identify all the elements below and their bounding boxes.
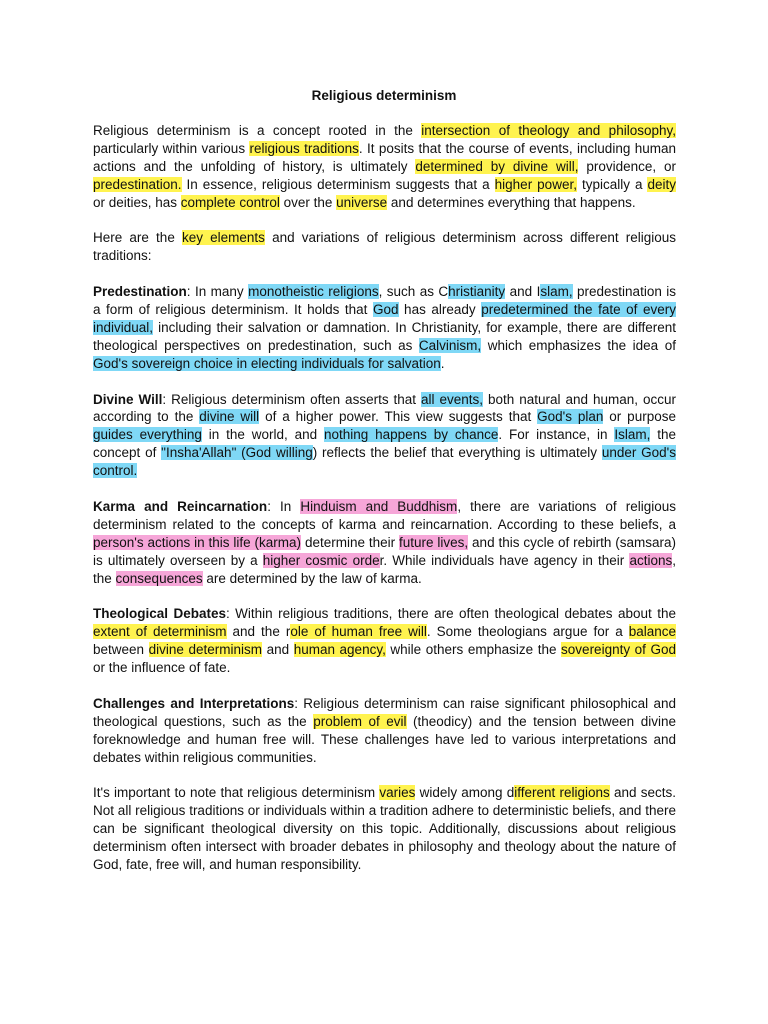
text-run: and determines everything that happens.: [387, 194, 636, 210]
highlight-yellow: religious traditions: [249, 140, 359, 156]
text-run: , there are variations of religious determinism related to the concepts of karma and reincarnation. According to these beliefs, a: [93, 498, 677, 532]
highlight-blue: hristianity: [448, 284, 506, 300]
highlight-blue: predetermined the fate of every individual,: [93, 302, 676, 335]
text-run: determine their: [301, 534, 399, 550]
highlight-yellow: varies: [379, 785, 416, 801]
paragraph: [93, 229, 676, 265]
paragraph: [93, 784, 676, 874]
text-run: while others emphasize the: [385, 642, 562, 658]
highlight-yellow: problem of evil: [313, 713, 407, 729]
highlight-yellow: universe: [336, 194, 388, 210]
paragraph: [93, 605, 676, 677]
text-run: both natural and human, occur according to the: [93, 391, 677, 425]
text-run: . Some theologians argue for a: [426, 624, 629, 640]
highlight-yellow: divine determinism: [148, 642, 262, 658]
highlight-blue: guides everything: [93, 427, 202, 443]
text-run: Here are the: [93, 230, 182, 246]
paragraph: [93, 283, 676, 373]
highlight-yellow: extent of determinism: [93, 624, 227, 640]
document-title: Religious determinism: [311, 88, 457, 103]
paragraph: [93, 498, 676, 588]
paragraph: [93, 391, 676, 481]
highlight-yellow: human agency,: [293, 642, 386, 658]
highlight-blue: all events,: [421, 391, 484, 407]
highlight-blue: God's plan: [537, 409, 604, 425]
text-run: . It posits that the course of events, including human actions and the unfolding of history, is ultimately: [93, 140, 676, 174]
text-run: r. While individuals have agency in their: [379, 552, 630, 568]
highlight-pink: future lives,: [399, 534, 469, 550]
highlight-blue: God's sovereign choice in electing individuals for salvation: [93, 355, 441, 371]
highlight-blue: under God's control.: [93, 445, 676, 479]
highlight-yellow: deity: [647, 176, 676, 192]
text-run: or purpose: [603, 409, 676, 425]
highlight-yellow: balance: [628, 624, 676, 640]
highlight-blue: monotheistic religions: [248, 284, 379, 300]
text-run: and the r: [226, 624, 291, 640]
text-run: : In: [267, 498, 301, 514]
highlight-blue: Calvinism,: [418, 337, 482, 353]
highlight-blue: nothing happens by chance: [323, 427, 499, 443]
text-run: has already: [398, 302, 482, 318]
highlight-yellow: ifferent religions: [514, 785, 610, 801]
text-run: It's important to note that religious determinism: [93, 785, 380, 801]
highlight-blue: "Insha'Allah" (God willing: [161, 445, 313, 461]
text-run: ) reflects the belief that everything is ultimately: [312, 445, 602, 461]
text-run: , such as C: [378, 284, 449, 300]
text-run: predestination is a form of religious determinism. It holds that: [93, 284, 677, 318]
text-run: and variations of religious determinism across different religious traditions:: [93, 230, 677, 264]
highlight-yellow: complete control: [180, 194, 280, 210]
text-run: are determined by the law of karma.: [202, 570, 422, 586]
highlight-yellow: higher power,: [494, 176, 577, 192]
highlight-blue: Islam,: [614, 427, 651, 443]
highlight-yellow: sovereignty of God: [561, 642, 677, 658]
document-body: [93, 122, 676, 892]
text-run: of a higher power. This view suggests that: [259, 409, 538, 425]
section-heading: Predestination: [93, 284, 187, 300]
text-run: .: [440, 355, 445, 371]
text-run: between: [93, 642, 149, 658]
text-run: , the: [93, 552, 676, 586]
text-run: or deities, has: [93, 194, 181, 210]
highlight-yellow: determined by divine will,: [415, 158, 579, 174]
text-run: in the world, and: [201, 427, 324, 443]
highlight-yellow: ole of human free will: [290, 624, 427, 640]
text-run: including their salvation or damnation. In Christianity, for example, there are different theological perspectives on predestination, such as: [93, 319, 676, 353]
text-run: In essence, religious determinism suggests that a: [181, 176, 495, 192]
highlight-blue: slam,: [540, 284, 573, 300]
text-run: providence, or: [578, 158, 676, 174]
section-heading: Theological Debates: [93, 606, 226, 622]
text-run: : Within religious traditions, there are often theological debates about the: [225, 606, 676, 622]
highlight-pink: higher cosmic orde: [262, 552, 380, 568]
highlight-yellow: key elements: [181, 230, 265, 246]
highlight-yellow: predestination.: [93, 176, 182, 192]
highlight-pink: Hinduism and Buddhism: [300, 498, 458, 514]
highlight-pink: person's actions in this life (karma): [93, 534, 302, 550]
section-heading: Divine Will: [93, 391, 163, 407]
text-run: over the: [279, 194, 337, 210]
paragraph: [93, 122, 676, 212]
text-run: : In many: [186, 284, 249, 300]
text-run: and: [262, 642, 294, 658]
text-run: particularly within various: [93, 140, 250, 156]
text-run: . For instance, in: [498, 427, 615, 443]
highlight-yellow: intersection of theology and philosophy,: [421, 123, 676, 138]
paragraph: [93, 695, 676, 767]
text-run: (theodicy) and the tension between divine foreknowledge and human free will. These challenges have led to various interpretations and debates within religious communities.: [93, 713, 676, 765]
text-run: and this cycle of rebirth (samsara) is ultimately overseen by a: [93, 534, 677, 568]
highlight-blue: divine will: [199, 409, 260, 425]
highlight-blue: God: [372, 302, 399, 318]
text-run: and sects. Not all religious traditions or individuals within a tradition adhere to deterministic beliefs, and there can be significant theological diversity on this topic. Additionally, discussions about religious determinism often intersect with broader debates in philosophy and theology about the nature of God, fate, free will, and human responsibility.: [93, 785, 676, 873]
text-run: widely among d: [415, 785, 515, 801]
section-heading: Karma and Reincarnation: [93, 498, 268, 514]
text-run: Religious determinism is a concept rooted in the: [93, 123, 422, 138]
text-run: : Religious determinism can raise significant philosophical and theological questions, such as the: [93, 695, 676, 729]
highlight-pink: actions: [629, 552, 673, 568]
text-run: typically a: [576, 176, 648, 192]
text-run: and I: [505, 284, 541, 300]
text-run: or the influence of fate.: [93, 660, 231, 676]
highlight-pink: consequences: [115, 570, 203, 586]
text-run: : Religious determinism often asserts that: [162, 391, 422, 407]
section-heading: Challenges and Interpretations: [93, 695, 295, 711]
text-run: the concept of: [93, 427, 676, 461]
text-run: which emphasizes the idea of: [481, 337, 676, 353]
